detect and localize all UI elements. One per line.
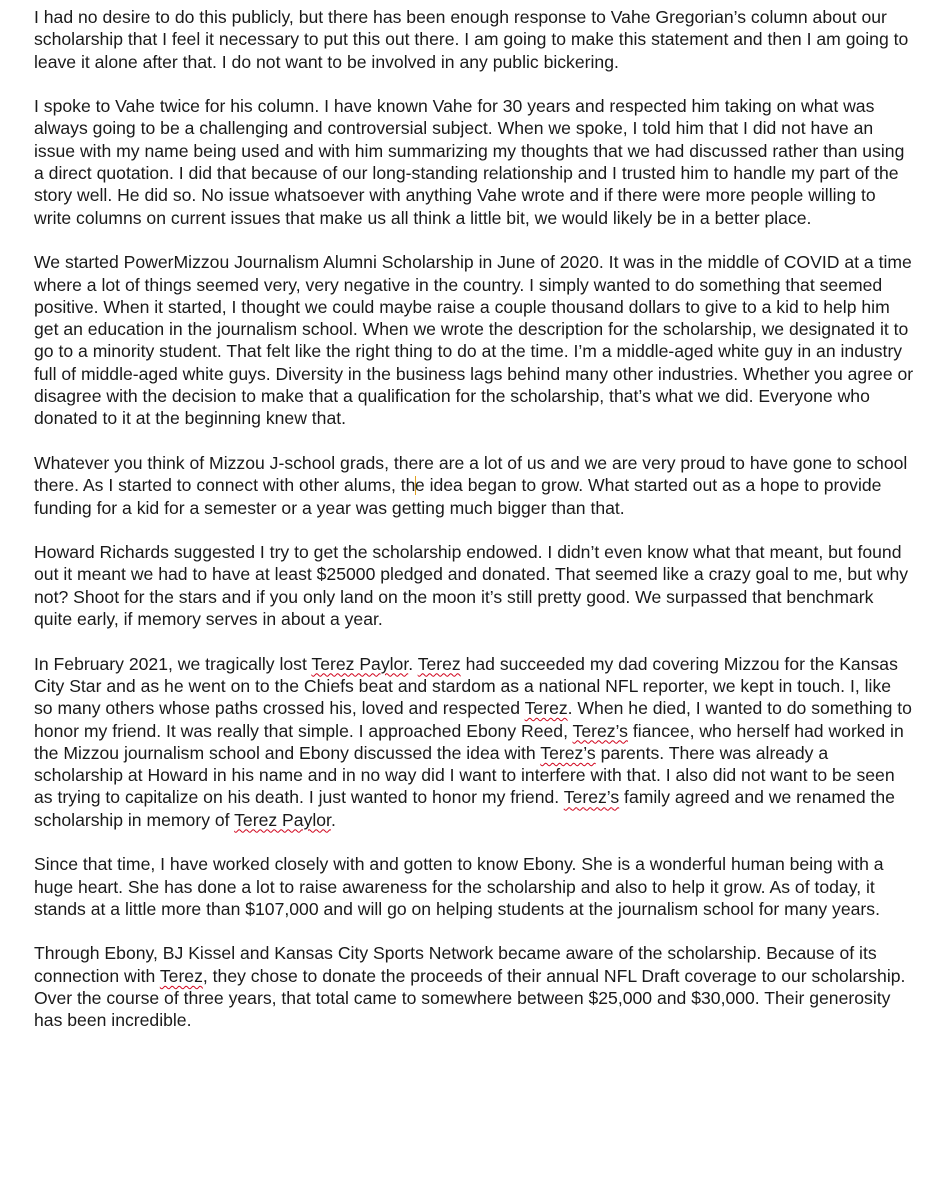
spellcheck-flagged-word[interactable]: Terez — [159, 965, 203, 986]
paragraph-3: We started PowerMizzou Journalism Alumni Scholarship in June of 2020. It was in the middle of COVID at a time where a lot of things seemed very, very negative in the country. I simply wanted to do something that seemed positive. When it started, I thought we could maybe raise a couple thousand dollars to give to a kid to help him get an education in the journalism school. When we wrote the description for the scholarship, we designated it to go to a minority student. That felt like the right thing to do at the time. I’m a middle-aged white guy in an industry full of middle-aged white guys. Diversity in the business lags behind many other industries. Whether you agree or disagree with the decision to make that a qualification for the scholarship, that’s what we did. Everyone who donated to it at the beginning knew that. — [34, 252, 914, 429]
paragraph-7: Since that time, I have worked closely with and gotten to know Ebony. She is a wonderful human being with a huge heart. She has done a lot to raise awareness for the scholarship and also to help it grow. As of today, it stands at a little more than $107,000 and will go on helping students at the journalism school for many years. — [34, 854, 884, 919]
spellcheck-flagged-word[interactable]: Terez — [524, 698, 568, 719]
document-body[interactable] — [34, 6, 914, 1054]
paragraph-4 — [34, 452, 914, 519]
text-run: In February 2021, we tragically lost — [34, 653, 312, 674]
text-run: family agreed and we renamed the scholarship in memory of — [34, 787, 895, 830]
paragraph-4-text-before-cursor: Whatever you think of Mizzou J-school grads, there are a lot of us and we are very proud to have gone to school there. As I started to connect with other alums, th — [34, 452, 908, 496]
paragraph-1: I had no desire to do this publicly, but there has been enough response to Vahe Gregorian’s column about our scholarship that I feel it necessary to put this out there. I am going to make this statement and then I am going to leave it alone after that. I do not want to be involved in any public bickering. — [34, 7, 909, 72]
spellcheck-flagged-word[interactable]: Terez’s — [540, 742, 596, 763]
spellcheck-flagged-word[interactable]: Terez Paylor — [311, 653, 409, 674]
text-run: parents. There was already a scholarship at Howard in his name and in no way did I want to interfere with that. I also did not want to be seen as trying to capitalize on his death. I just wanted to honor my friend. — [34, 742, 895, 808]
text-run: , they chose to donate the proceeds of their annual NFL Draft coverage to our scholarship. Over the course of three years, that total came to somewhere between $25,000 and $30,000. Their generosity has been incredible. — [34, 965, 906, 1031]
text-run: . When he died, I wanted to do something to honor my friend. It was really that simple. I approached Ebony Reed, — [34, 698, 912, 741]
paragraph-5: Howard Richards suggested I try to get the scholarship endowed. I didn’t even know what that meant, but found out it meant we had to have at least $25000 pledged and donated. That seemed like a crazy goal to me, but why not? Shoot for the stars and if you only land on the moon it’s still pretty good. We surpassed that benchmark quite early, if memory serves in about a year. — [34, 542, 909, 630]
spellcheck-flagged-word[interactable]: Terez — [417, 653, 461, 674]
text-run: fiancee, who herself had worked in the Mizzou journalism school and Ebony discussed the idea with — [34, 720, 904, 763]
spellcheck-flagged-word[interactable]: Terez’s — [563, 787, 620, 808]
text-run: . — [330, 809, 336, 830]
paragraph-6 — [34, 653, 914, 831]
paragraph-4-text-after-cursor: e idea began to grow. What started out as a hope to provide funding for a kid for a semester or a year was getting much bigger than that. — [34, 475, 882, 518]
spellcheck-flagged-word[interactable]: Terez Paylor — [234, 809, 331, 830]
text-run: . — [408, 653, 418, 674]
text-run: had succeeded my dad covering Mizzou for the Kansas City Star and as he went on to the Chiefs beat and stardom as a national NFL reporter, we kept in touch. I, like so many others whose paths crossed his, loved and respected — [34, 653, 898, 719]
text-run: Through Ebony, BJ Kissel and Kansas City Sports Network became aware of the scholarship. Because of its connection with — [34, 943, 877, 986]
paragraph-8 — [34, 942, 914, 1031]
paragraph-2: I spoke to Vahe twice for his column. I have known Vahe for 30 years and respected him taking on what was always going to be a challenging and controversial subject. When we spoke, I told him that I did not have an issue with my name being used and with him summarizing my thoughts that we had discussed rather than using a direct quotation. I did that because of our long-standing relationship and I trusted him to handle my part of the story well. He did so. No issue whatsoever with anything Vahe wrote and if there were more people willing to write columns on current issues that make us all think a little bit, we would likely be in a better place. — [34, 96, 905, 228]
spellcheck-flagged-word[interactable]: Terez’s — [572, 720, 628, 741]
